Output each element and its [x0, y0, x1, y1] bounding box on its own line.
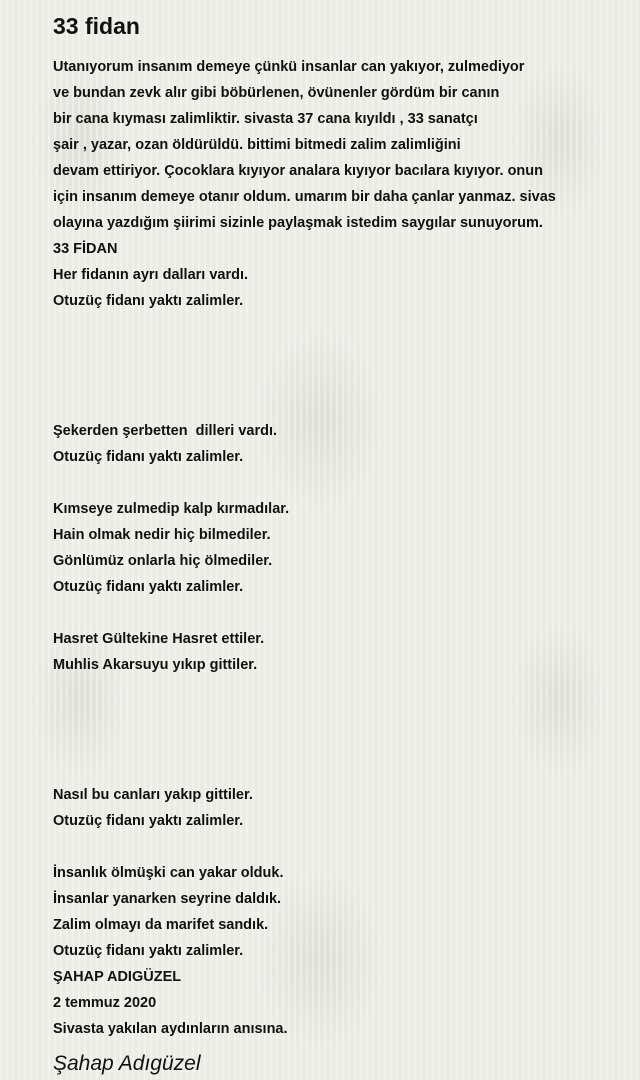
poem-line: 2 temmuz 2020 [53, 995, 157, 1011]
poem-line [53, 678, 623, 704]
poem-line [53, 600, 623, 626]
poem-line: ŞAHAP ADIGÜZEL [53, 969, 182, 985]
poem-line: Hasret Gültekine Hasret ettiler. [53, 631, 265, 647]
poem-line: Otuzüç fidanı yaktı zalimler. [53, 449, 244, 465]
poem-line [53, 314, 623, 340]
poem-line: Gönlümüz onlarla hiç ölmediler. [53, 553, 273, 569]
poem-line: olayına yazdığım şiirimi sizinle paylaşmak istedim saygılar sunuyorum. [53, 215, 543, 231]
poem-line [53, 366, 623, 392]
poem-line: Otuzüç fidanı yaktı zalimler. [53, 813, 244, 829]
poem-line: Utanıyorum insanım demeye çünkü insanlar can yakıyor, zulmediyor [53, 59, 525, 75]
poem-line: Her fidanın ayrı dalları vardı. [53, 267, 249, 283]
poem-line [53, 756, 623, 782]
poem-line: İnsanlar yanarken seyrine daldık. [53, 891, 282, 907]
poem-line: Otuzüç fidanı yaktı zalimler. [53, 293, 244, 309]
poem-line: bir cana kıyması zalimliktir. sivasta 37 cana kıyıldı , 33 sanatçı [53, 111, 478, 127]
poem-line: şair , yazar, ozan öldürüldü. bittimi bitmedi zalim zalimliğini [53, 137, 461, 153]
poem-line: İnsanlık ölmüşki can yakar olduk. [53, 865, 284, 881]
poem-title: 33 fidan [53, 13, 140, 39]
poem-line [53, 730, 623, 756]
poem-line: Muhlis Akarsuyu yıkıp gittiler. [53, 657, 258, 673]
poem-line: Otuzüç fidanı yaktı zalimler. [53, 579, 244, 595]
poem-line [53, 704, 623, 730]
poem-line: için insanım demeye otanır oldum. umarım bir daha çanlar yanmaz. sivas [53, 189, 556, 205]
poem-line: ve bundan zevk alır gibi böbürlenen, övünenler gördüm bir canın [53, 85, 500, 101]
poem-line: Nasıl bu canları yakıp gittiler. [53, 787, 253, 803]
poem-line: Otuzüç fidanı yaktı zalimler. [53, 943, 244, 959]
poem-line: Hain olmak nedir hiç bilmediler. [53, 527, 271, 543]
poem-body [53, 54, 623, 1042]
poem-line: Kımseye zulmedip kalp kırmadılar. [53, 501, 290, 517]
author-signature: Şahap Adıgüzel [53, 1052, 201, 1075]
poem-line [53, 392, 623, 418]
poem-line: Şekerden şerbetten dilleri vardı. [53, 423, 278, 439]
poem-line [53, 834, 623, 860]
poem-line [53, 470, 623, 496]
poem-line [53, 340, 623, 366]
poem-line: 33 FİDAN [53, 241, 118, 257]
poem-line: Sivasta yakılan aydınların anısına. [53, 1021, 288, 1037]
poem-line: Zalim olmayı da marifet sandık. [53, 917, 269, 933]
poem-line: devam ettiriyor. Çocoklara kıyıyor analara kıyıyor bacılara kıyıyor. onun [53, 163, 544, 179]
poem-page [53, 12, 623, 1078]
